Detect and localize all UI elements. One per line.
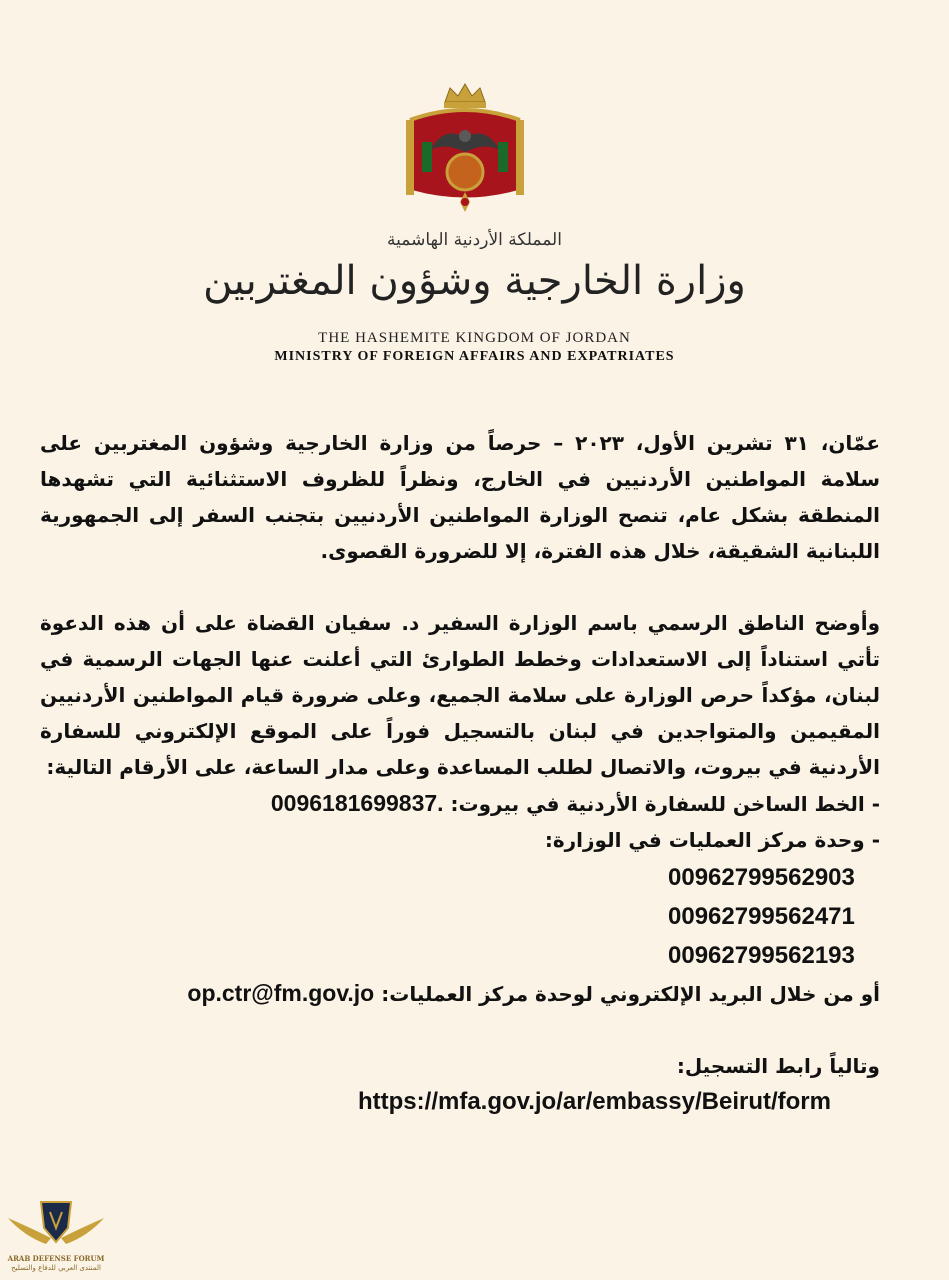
ops-number-2: 00962799562471 — [668, 903, 855, 930]
jordan-coat-of-arms-icon — [400, 80, 530, 220]
forum-logo-icon — [6, 1198, 106, 1254]
ministry-name-english: MINISTRY OF FOREIGN AFFAIRS AND EXPATRIATES — [274, 349, 675, 364]
paragraph-spokesman-statement: وأوضح الناطق الرسمي باسم الوزارة السفير د. سفيان القضاة على أن هذه الدعوة تأتي استناداً إلى الاستعدادات وخطط الطوارئ التي أعلنت عنها الجهات الرسمية في لبنان، مؤكداً حرص الوزارة على سلامة الجميع، وعلى ضرورة قيام المواطنين الأردنيين المقيمين والمتواجدين في لبنان بالتسجيل فوراً على الموقع الإلكتروني للسفارة الأردنية في بيروت، والاتصال لطلب المساعدة وعلى مدار الساعة، على الأرقام التالية: — [40, 611, 880, 779]
letterhead — [0, 0, 949, 380]
ministry-name-arabic: وزارة الخارجية وشؤون المغتربين — [203, 258, 746, 304]
ops-number-3: 00962799562193 — [668, 942, 855, 969]
forum-watermark — [6, 1198, 106, 1278]
ops-center-label: - وحدة مركز العمليات في الوزارة: — [544, 828, 880, 852]
hotline-label: - الخط الساخن للسفارة الأردنية في بيروت: — [450, 792, 880, 816]
email-address[interactable]: op.ctr@fm.gov.jo — [187, 980, 375, 1006]
kingdom-name-english: THE HASHEMITE KINGDOM OF JORDAN — [318, 330, 631, 346]
hotline-line — [40, 785, 880, 822]
email-line — [40, 975, 880, 1012]
paragraph-travel-advisory: عمّان، ٣١ تشرين الأول، ٢٠٢٣ – حرصاً من وزارة الخارجية وشؤون المغتربين على سلامة المواطنين الأردنيين في الخارج، ونظراً للظروف الاستثنائية التي تشهدها المنطقة بشكل عام، تنصح الوزارة المواطنين الأردنيين بتجنب السفر إلى الجمهورية اللبنانية الشقيقة، خلال هذه الفترة، إلا للضرورة القصوى. — [40, 431, 880, 563]
ops-number-1: 00962799562903 — [668, 864, 855, 891]
forum-name-arabic: المنتدى العربي للدفاع والتسليح — [11, 1264, 101, 1272]
forum-name-english: ARAB DEFENSE FORUM — [7, 1254, 105, 1263]
registration-label: وتالياً رابط التسجيل: — [676, 1054, 880, 1078]
kingdom-name-arabic: المملكة الأردنية الهاشمية — [387, 230, 562, 250]
statement-body — [40, 425, 880, 1120]
registration-link[interactable]: https://mfa.gov.jo/ar/embassy/Beirut/form — [358, 1088, 831, 1115]
hotline-number: 0096181699837. — [270, 790, 444, 816]
email-label: أو من خلال البريد الإلكتروني لوحدة مركز العمليات: — [381, 982, 880, 1006]
